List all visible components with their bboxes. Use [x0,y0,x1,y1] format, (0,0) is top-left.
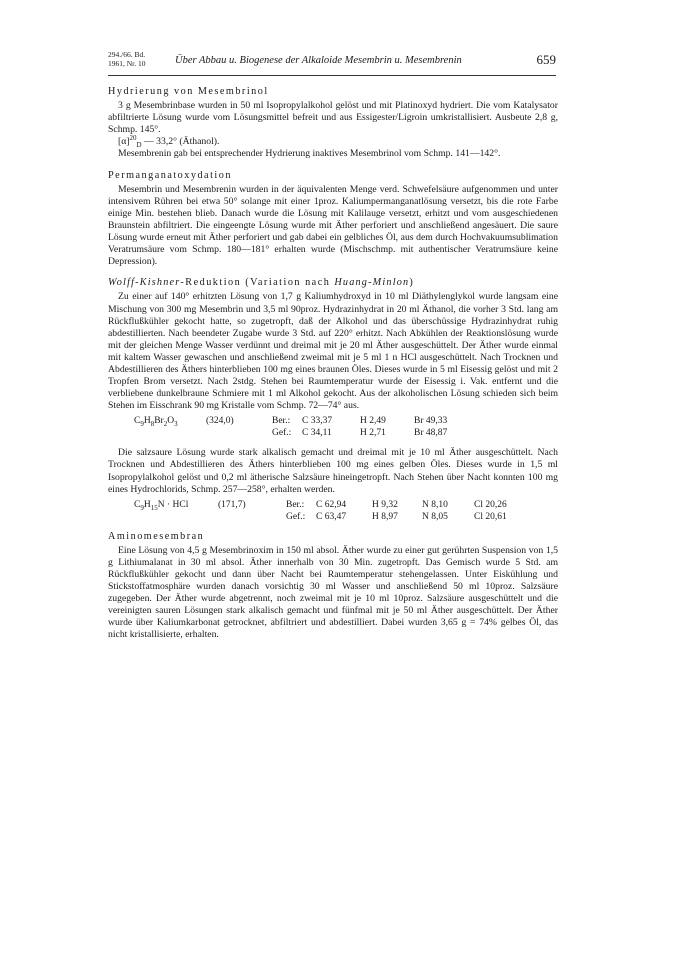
paragraph-wolff-kishner-2: Die salzsaure Lösung wurde stark alkalisch gemacht und dreimal mit je 10 ml Äther ausgeschüttelt. Nach Trocknen und Abdestillieren des Äthers hinterblieben 100 mg eines gelben Öles. Dieses wurde in 1,5 ml Isopropylalkohol gelöst und 0,2 ml ätherische Salzsäure hineingetropft. Nach Stehen über Nacht konnten 100 mg eines Hydrochlorids, Schmp. 257—258°, erhalten werden. [108,447,558,495]
molecular-weight-2: (171,7) [218,499,246,510]
gef-c-2: C 63,47 [316,511,347,522]
paragraph-hydrierung-1: 3 g Mesembrinbase wurden in 50 ml Isopropylalkohol gelöst und mit Platinoxyd hydriert. Die vom Katalysator abfiltrierte Lösung wurde vom Lösungsmittel befreit und aus Essigester/Ligroin umkristallisiert. Ausbeute 2,8 g, Schmp. 145°. [108,100,558,136]
section-heading-permanganat: Permanganatoxydation [108,169,232,181]
heading-name-wolff-kishner: Wolff-Kishner [108,277,181,289]
volume-info [108,50,146,68]
formula-2: $C_9H_{15}N$ · HCl [134,499,189,512]
section-heading-hydrierung: Hydrierung von Mesembrinol [108,86,269,97]
elemental-analysis-2 [108,499,558,525]
ber-label-1: Ber.: [272,416,291,427]
gef-label-1: Gef.: [272,428,292,439]
issue-line: 1961, Nr. 10 [108,59,146,68]
article-body [108,86,558,642]
gef-n-2: N 8,05 [422,511,448,522]
header-rule [108,75,556,76]
gef-label-2: Gef.: [286,511,306,522]
optical-rotation [108,136,558,148]
ber-c-2: C 62,94 [316,499,347,510]
ber-n-2: N 8,10 [422,499,448,510]
gef-cl-2: Cl 20,61 [474,511,507,522]
gef-br-1: Br 48,87 [414,428,448,439]
volume-line: 294./66. Bd. [108,50,146,59]
molecular-weight-1: (324,0) [206,416,234,427]
page-number: 659 [536,52,556,67]
ber-cl-2: Cl 20,26 [474,499,507,510]
running-title: Über Abbau u. Biogenese der Alkaloide Mesembrin u. Mesembrenin [175,55,462,66]
elemental-analysis-1 [108,415,558,441]
formula-1: $C_9H_8Br_2O_3$ [134,416,178,429]
section-heading-aminomesembran: Aminomesembran [108,530,205,542]
ber-c-1: C 33,37 [302,416,333,427]
rotation-value: — 33,2° (Äthanol). [141,136,220,148]
gef-h-1: H 2,71 [360,428,386,439]
ber-br-1: Br 49,33 [414,416,448,427]
ber-label-2: Ber.: [286,499,305,510]
section-heading-wolff-kishner: Wolff-Kishner-Reduktion (Variation nach Huang-Minlon) [108,277,415,289]
ber-h-2: H 9,32 [372,499,398,510]
rotation-line: D [136,141,142,150]
gef-h-2: H 8,97 [372,511,398,522]
rotation-temperature: 20 [129,134,137,143]
paragraph-wolff-kishner-1: Zu einer auf 140° erhitzten Lösung von 1,7 g Kaliumhydroxyd in 10 ml Diäthylenglykol wurde langsam eine Mischung von 300 mg Mesembrin und 3,5 ml 90proz. Hydrazinhydrat in 20 ml Äthanol, die vorher 3 Std. lang am Rückflußkühler gekocht hatte, so zugetropft, daß der Alkohol und das überschüssige Hydrazinhydrat ruhig abdestillierten. Nach beendeter Zugabe wurde 3 Std. auf 220° erhitzt. Nach Abkühlen der Reaktionslösung wurde mit der gleichen Menge Wasser verdünnt und dreimal mit je 20 ml Äther ausgeschüttelt. Der Äther wurde einmal mit kaltem Wasser gewaschen und anschließend zweimal mit je 5 ml 1 n HCl ausgeschüttelt. Nach Trocknen und Abdestillieren des Äthers hinterblieben 100 mg eines braunen Öles. Dieses wurde in 5 ml Eisessig gelöst und mit 2 Tropfen Brom versetzt. Nach 2stdg. Stehen bei Raumtemperatur wurde der Eisessig i. Vak. entfernt und die verbliebene dunkelbraune Schmiere mit 1 ml Alkohol gekocht. Aus der alkoholischen Lösung schieden sich beim Stehen im Eisschrank 90 mg Kristalle vom Schmp. 72—74° aus. [108,291,558,412]
gef-c-1: C 34,11 [302,428,332,439]
paragraph-hydrierung-2: Mesembrenin gab bei entsprechender Hydrierung inaktives Mesembrinol vom Schmp. 141—142°. [118,148,501,160]
heading-name-huang-minlon: Huang-Minlon [334,277,410,289]
paragraph-aminomesembran: Eine Lösung von 4,5 g Mesembrinoxim in 150 ml absol. Äther wurde zu einer gut gerührten Suspension von 1,5 g Lithiumalanat in 30 ml absol. Äther innerhalb von 30 Min. zugetropft. Das Gemisch wurde 5 Std. am Rückflußkühler gekocht und dann über Nacht bei Raumtemperatur stehengelassen. Unter Eiskühlung und Stickstoffatmosphäre wurden danach vorsichtig 30 ml Wasser und anschließend 50 ml 10proz. Salzsäure zugegeben. Der Äther wurde abgetrennt, noch zweimal mit je 10 ml 10proz. Salzsäure ausgeschüttelt und die vereinigten sauren Lösungen stark alkalisch gemacht und fünfmal mit je 50 ml Äther ausgeschüttelt. Der Äther wurde über Kaliumkarbonat getrocknet, abfiltriert und abdestilliert. Dabei wurden 3,65 g = 74% gelbes Öl, das nicht kristallisierte, erhalten. [108,544,558,641]
page-header [108,50,556,74]
ber-h-1: H 2,49 [360,416,386,427]
rotation-symbol: [α] [118,136,130,148]
paragraph-permanganat: Mesembrin und Mesembrenin wurden in der äquivalenten Menge verd. Schwefelsäure aufgenommen und unter intensivem Rühren bei etwa 50° solange mit einer 1proz. Kaliumpermanganatlösung versetzt, bis die rote Farbe einige Min. bestehen blieb. Danach wurde die Lösung mit Kalilauge versetzt, erhitzt und vom ausgeschiedenen Braunstein abfiltriert. Die eingeengte Lösung wurde mit Äther perforiert und anschließend angesäuert. Die saure Lösung wurde erneut mit Äther perforiert und gab dabei ein gelbliches Öl, aus dem durch Hochvakuumsublimation Veratrumsäure vom Schmp. 180—181° erhalten wurde (Mischschmp. mit authentischer Veratrumsäure keine Depression). [108,183,558,268]
